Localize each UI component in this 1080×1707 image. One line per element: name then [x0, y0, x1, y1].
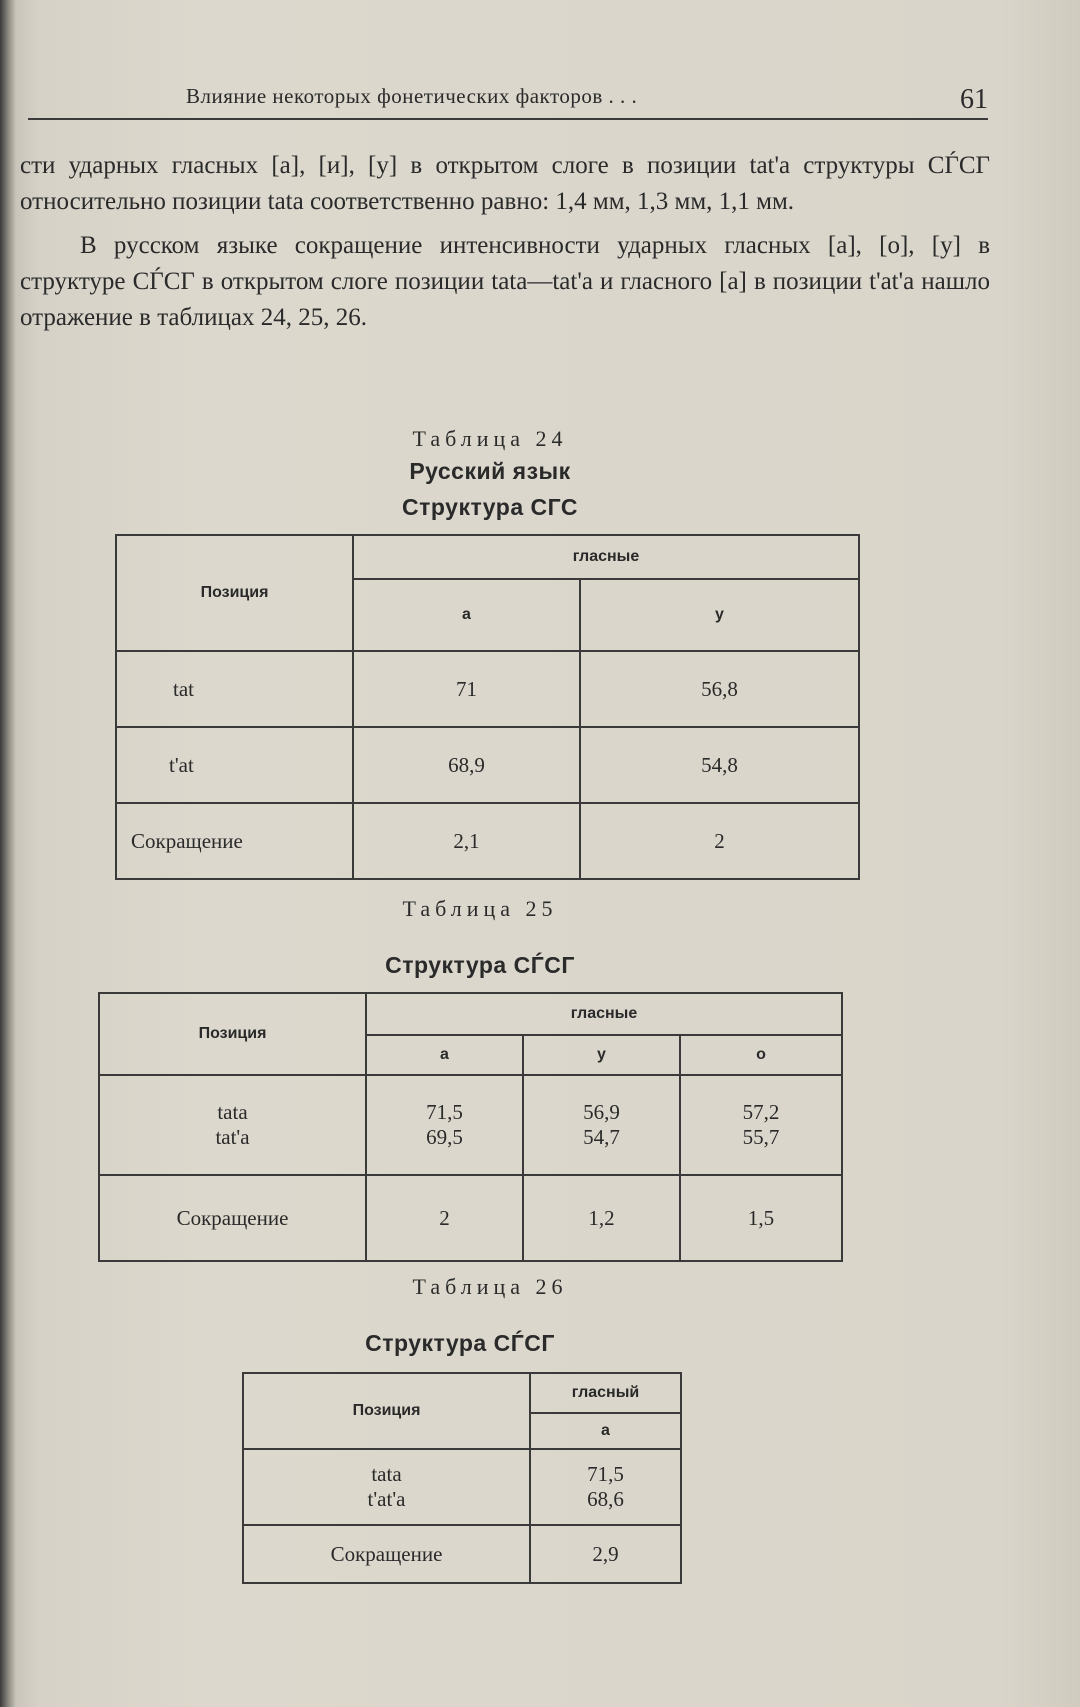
table-cell: 1,5 — [680, 1175, 842, 1261]
value: 57,2 — [742, 1100, 780, 1124]
table-cell — [523, 1075, 680, 1175]
table-cell: 68,9 — [353, 727, 580, 803]
value: 69,5 — [426, 1125, 463, 1149]
table-cell: 54,8 — [580, 727, 859, 803]
running-title: Влияние некоторых фонетических факторов . . . — [186, 84, 638, 108]
table-cell: 2,9 — [530, 1525, 681, 1583]
table-24-language: Русский язык — [409, 458, 571, 484]
body-text — [20, 148, 990, 336]
table-cell: 2 — [366, 1175, 523, 1261]
row-label: Сокращение — [243, 1525, 530, 1583]
row-label: tata — [371, 1462, 402, 1486]
paragraph-2: В русском языке сокращение интенсивности ударных гласных [а], [о], [у] в структуре СЃСГ в открытом слоге позиции tata—tat'a и гласного [а] в позиции t'at'a нашло отражение в таблицах 24, 25, 26. — [20, 232, 990, 331]
table-24-caption: Таблица 24 — [412, 426, 568, 451]
table-24-position-header: Позиция — [116, 535, 353, 651]
value: 56,9 — [583, 1100, 620, 1124]
row-label: tat — [116, 651, 353, 727]
table-24-structure: Структура СГС — [402, 494, 578, 520]
row-labels — [243, 1449, 530, 1525]
table-cell — [366, 1075, 523, 1175]
table-24-col-u: у — [580, 579, 859, 651]
table-25-col-a: а — [366, 1035, 523, 1075]
value: 55,7 — [742, 1125, 780, 1149]
table-row — [116, 727, 859, 803]
value: 54,7 — [583, 1125, 620, 1149]
row-label: Сокращение — [116, 803, 353, 879]
paragraph-1: сти ударных гласных [а], [и], [у] в открытом слоге в позиции tat'a структуры СЃСГ относительно позиции tata соответственно равно: 1,4 мм, 1,3 мм, 1,1 мм. — [20, 152, 990, 215]
table-cell: 2,1 — [353, 803, 580, 879]
row-label: tata — [217, 1100, 248, 1124]
table-26-caption: Таблица 26 — [412, 1274, 568, 1299]
table-25-position-header: Позиция — [99, 993, 366, 1075]
table-cell — [530, 1449, 681, 1525]
table-25 — [98, 992, 843, 1262]
table-cell: 1,2 — [523, 1175, 680, 1261]
table-cell: 56,8 — [580, 651, 859, 727]
table-row — [99, 1175, 842, 1261]
row-labels — [99, 1075, 366, 1175]
value: 68,6 — [587, 1487, 624, 1511]
table-row — [243, 1449, 681, 1525]
table-cell — [680, 1075, 842, 1175]
page-number: 61 — [960, 84, 988, 115]
table-row — [99, 1075, 842, 1175]
table-24-vowels-header: гласные — [353, 535, 859, 579]
table-26-position-header: Позиция — [243, 1373, 530, 1449]
table-24 — [115, 534, 860, 880]
row-label: t'at — [116, 727, 353, 803]
table-row — [243, 1525, 681, 1583]
page-header — [28, 78, 988, 120]
row-label: Сокращение — [99, 1175, 366, 1261]
table-26-vowel-header: гласный — [530, 1373, 681, 1413]
table-row — [116, 651, 859, 727]
row-label: t'at'a — [367, 1487, 406, 1511]
table-row — [116, 803, 859, 879]
value: 71,5 — [587, 1462, 624, 1486]
table-cell: 71 — [353, 651, 580, 727]
table-24-col-a: а — [353, 579, 580, 651]
table-25-col-u: у — [523, 1035, 680, 1075]
row-label: tat'a — [215, 1125, 250, 1149]
table-26-col-a: а — [530, 1413, 681, 1449]
table-26-structure: Структура СЃСГ — [365, 1330, 555, 1356]
table-26 — [242, 1372, 682, 1584]
table-25-col-o: о — [680, 1035, 842, 1075]
table-25-caption: Таблица 25 — [402, 896, 558, 921]
table-25-structure: Структура СЃСГ — [385, 952, 575, 978]
value: 71,5 — [426, 1100, 463, 1124]
table-25-vowels-header: гласные — [366, 993, 842, 1035]
table-cell: 2 — [580, 803, 859, 879]
